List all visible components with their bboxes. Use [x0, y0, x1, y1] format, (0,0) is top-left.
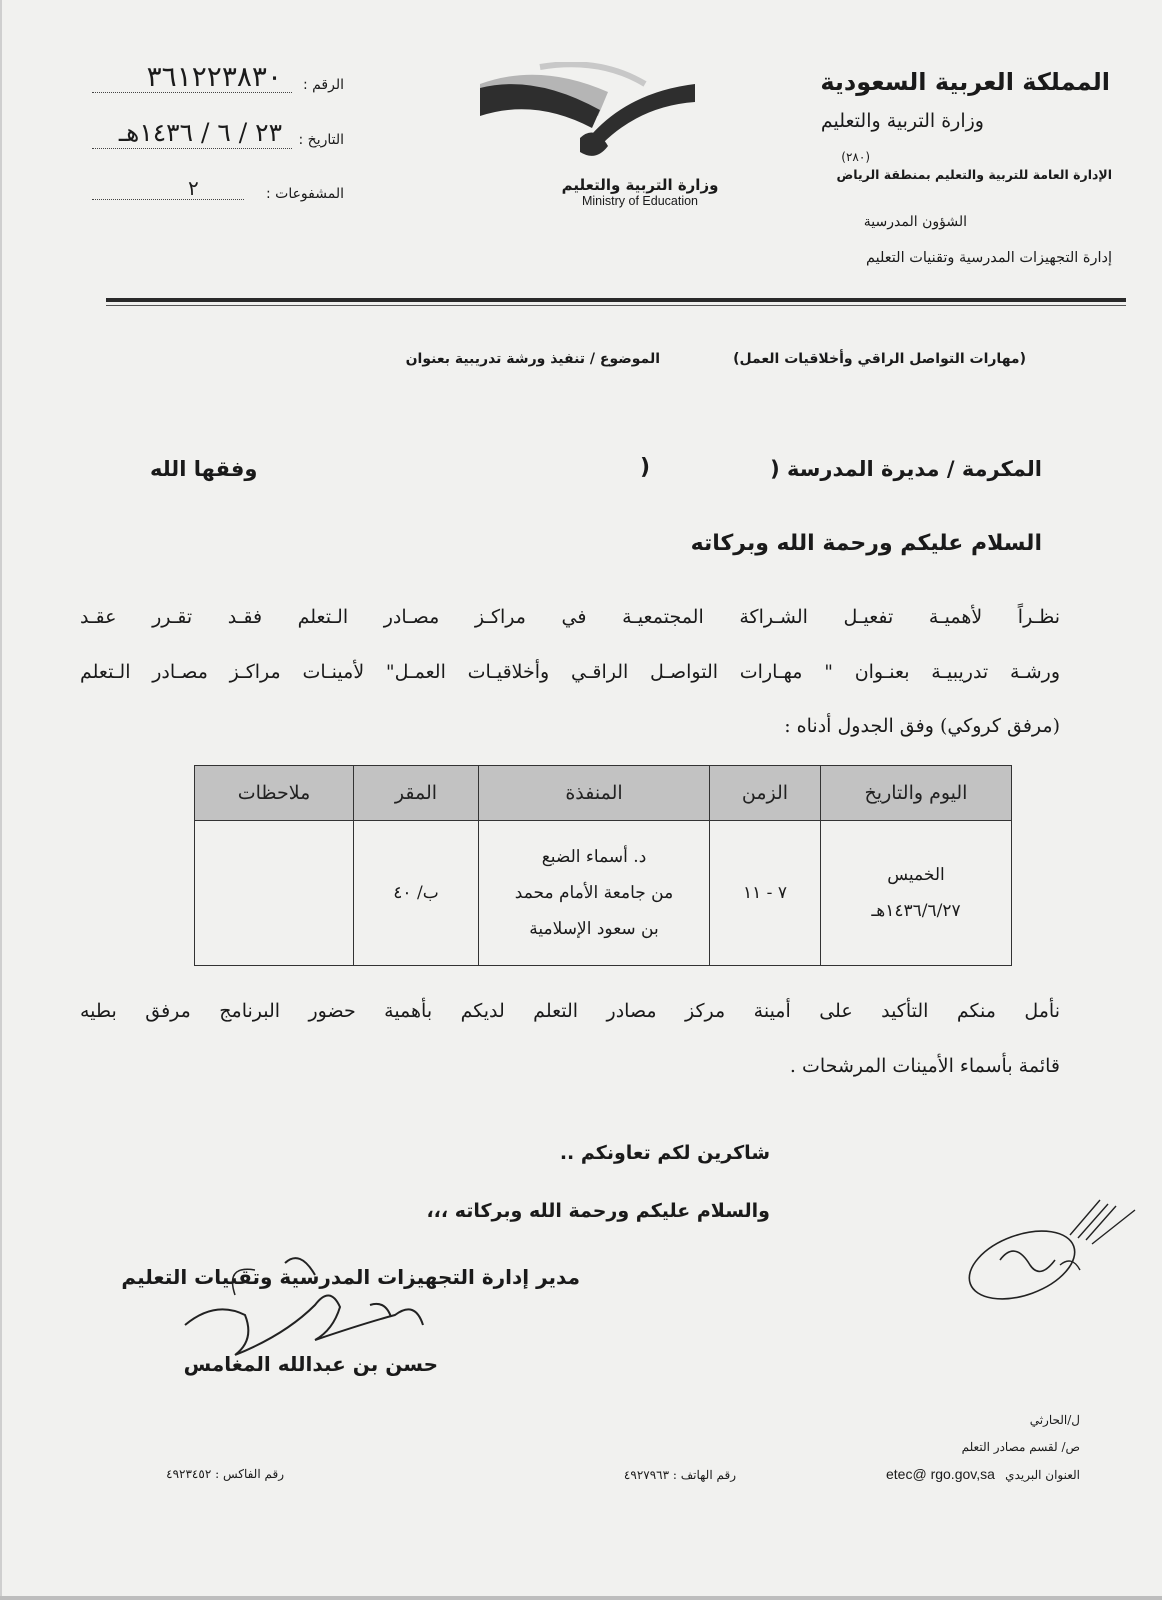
body-line-1: نظـراً لأهميـة تفعيـل الشـراكة المجتمعيـة في مراكـز مصـادر الـتعلم فقـد تقـرر عقـد	[80, 606, 1060, 628]
number-label: الرقم :	[302, 77, 344, 93]
header-notes: ملاحظات	[195, 766, 354, 821]
date-line	[92, 148, 292, 149]
table-header-row	[195, 766, 1012, 821]
schedule-table	[194, 765, 1012, 966]
date-label: التاريخ :	[298, 132, 344, 148]
header-rule-thin	[106, 305, 1126, 306]
ministry-logo	[480, 62, 695, 172]
header-rule	[106, 298, 1126, 302]
ministry-name: وزارة التربية والتعليم	[820, 110, 984, 132]
footer-mail-label: العنوان البريدي	[1005, 1468, 1080, 1482]
executor-line-1: د. أسماء الضبع	[541, 847, 647, 867]
cell-day-date	[821, 821, 1012, 966]
directorate-code: (٢٨٠)	[841, 150, 870, 164]
footer-email: etec@ rgo.gov,sa	[886, 1466, 995, 1482]
thanks: شاكرين لكم تعاونكم ..	[559, 1142, 770, 1164]
cell-executor	[479, 821, 710, 966]
header-executor: المنفذة	[479, 766, 710, 821]
closing-line-2: قائمة بأسماء الأمينات المرشحات .	[789, 1055, 1060, 1077]
cell-time: ٧ - ١١	[710, 821, 821, 966]
subject-title: (مهارات التواصل الراقي وأخلاقيات العمل)	[733, 351, 1026, 367]
executor-line-2: من جامعة الأمام محمد	[514, 883, 674, 903]
header-time: الزمن	[710, 766, 821, 821]
cell-day: الخميس	[887, 865, 945, 885]
signatory-name: حسن بن عبدالله المغامس	[183, 1352, 438, 1376]
logo-arabic-text: وزارة التربية والتعليم	[561, 176, 719, 194]
page-bottom-edge	[0, 1596, 1162, 1600]
handwritten-annotation	[960, 1180, 1140, 1320]
table-row	[195, 821, 1012, 966]
logo-english-text: Ministry of Education	[581, 194, 699, 208]
footer-ref-1: ل/الحارثي	[1029, 1413, 1080, 1427]
footer-ref-2: ص/ لقسم مصادر التعلم	[961, 1440, 1080, 1454]
attachments-label: المشفوعات :	[265, 186, 344, 202]
footer-fax: رقم الفاكس : ٤٩٢٣٤٥٢	[166, 1467, 284, 1481]
regards: والسلام عليكم ورحمة الله وبركاته ،،،	[426, 1200, 770, 1222]
kingdom-name: المملكة العربية السعودية	[820, 68, 1110, 96]
executor-line-3: بن سعود الإسلامية	[529, 919, 659, 939]
attachments-value: ٢	[188, 176, 199, 200]
greeting: السلام عليكم ورحمة الله وبركاته	[690, 531, 1042, 556]
header-location: المقر	[354, 766, 479, 821]
cell-date: ١٤٣٦/٦/٢٧هـ	[871, 901, 961, 921]
header-day-date: اليوم والتاريخ	[821, 766, 1012, 821]
directorate-name: الإدارة العامة للتربية والتعليم بمنطقة الرياض	[836, 167, 1112, 182]
recipient-close-paren: )	[640, 455, 651, 480]
page-edge	[0, 0, 2, 1600]
body-line-3: (مرفق كروكي) وفق الجدول أدناه :	[784, 715, 1060, 737]
cell-location: ب/ ٤٠	[354, 821, 479, 966]
recipient: المكرمة / مديرة المدرسة (	[770, 457, 1042, 481]
blessing: وفقها الله	[150, 457, 258, 481]
cell-notes	[195, 821, 354, 966]
closing-line-1: نأمل منكم التأكيد على أمينة مركز مصادر التعلم لديكم بأهمية حضور البرنامج مرفق بطيه	[80, 1000, 1060, 1022]
attachments-line	[92, 199, 244, 200]
affairs-name: الشؤون المدرسية	[863, 214, 967, 230]
body-line-2: ورشـة تدريبيـة بعنـوان " مهـارات التواصـل الراقـي وأخلاقيـات العمـل" لأمينـات مراكـز مصـادر الـتعلم	[80, 661, 1060, 683]
department-name: إدارة التجهيزات المدرسية وتقنيات التعليم	[865, 250, 1112, 266]
signatory-title: مدير إدارة التجهيزات المدرسية وتقنيات التعليم	[121, 1265, 580, 1289]
footer-phone: رقم الهاتف : ٤٩٢٧٩٦٣	[623, 1468, 736, 1482]
number-value: ٣٦١٢٢٣٨٣٠	[146, 60, 282, 93]
date-value: ٢٣ / ٦ / ١٤٣٦هـ	[118, 118, 282, 147]
subject-label: الموضوع / تنفيذ ورشة تدريبية بعنوان	[405, 351, 660, 367]
